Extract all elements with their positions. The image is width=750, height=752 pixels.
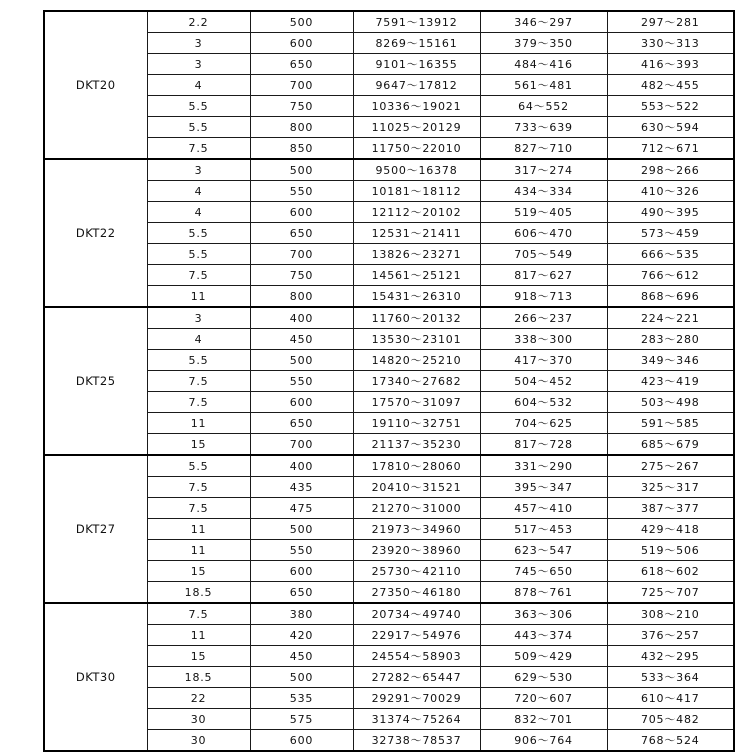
- pressure-a-cell: 745～650: [480, 561, 607, 582]
- pressure-a-cell: 878～761: [480, 582, 607, 604]
- model-cell: DKT27: [44, 455, 147, 603]
- table-row: [44, 307, 734, 329]
- speed-cell: 450: [250, 329, 353, 350]
- power-cell: 30: [147, 709, 250, 730]
- speed-cell: 650: [250, 223, 353, 244]
- pressure-b-cell: 283～280: [607, 329, 734, 350]
- speed-cell: 600: [250, 730, 353, 752]
- speed-cell: 400: [250, 307, 353, 329]
- pressure-b-cell: 685～679: [607, 434, 734, 456]
- model-cell: DKT30: [44, 603, 147, 751]
- airflow-cell: 11750～22010: [353, 138, 480, 160]
- speed-cell: 550: [250, 371, 353, 392]
- pressure-b-cell: 712～671: [607, 138, 734, 160]
- power-cell: 11: [147, 286, 250, 308]
- pressure-b-cell: 630～594: [607, 117, 734, 138]
- pressure-b-cell: 503～498: [607, 392, 734, 413]
- speed-cell: 700: [250, 244, 353, 265]
- pressure-a-cell: 704～625: [480, 413, 607, 434]
- model-cell: DKT22: [44, 159, 147, 307]
- pressure-a-cell: 832～701: [480, 709, 607, 730]
- pressure-a-cell: 519～405: [480, 202, 607, 223]
- airflow-cell: 32738～78537: [353, 730, 480, 752]
- power-cell: 15: [147, 434, 250, 456]
- table-row: [44, 498, 734, 519]
- power-cell: 22: [147, 688, 250, 709]
- speed-cell: 600: [250, 33, 353, 54]
- table-row: [44, 603, 734, 625]
- power-cell: 4: [147, 202, 250, 223]
- power-cell: 2.2: [147, 11, 250, 33]
- pressure-a-cell: 604～532: [480, 392, 607, 413]
- speed-cell: 750: [250, 265, 353, 286]
- speed-cell: 600: [250, 392, 353, 413]
- pressure-b-cell: 519～506: [607, 540, 734, 561]
- pressure-a-cell: 918～713: [480, 286, 607, 308]
- airflow-cell: 15431～26310: [353, 286, 480, 308]
- airflow-cell: 14820～25210: [353, 350, 480, 371]
- table-row: [44, 286, 734, 308]
- pressure-a-cell: 817～627: [480, 265, 607, 286]
- pressure-a-cell: 629～530: [480, 667, 607, 688]
- pressure-b-cell: 325～317: [607, 477, 734, 498]
- speed-cell: 500: [250, 350, 353, 371]
- power-cell: 30: [147, 730, 250, 752]
- pressure-a-cell: 395～347: [480, 477, 607, 498]
- pressure-b-cell: 610～417: [607, 688, 734, 709]
- table-row: [44, 138, 734, 160]
- power-cell: 5.5: [147, 96, 250, 117]
- pressure-b-cell: 705～482: [607, 709, 734, 730]
- power-cell: 11: [147, 413, 250, 434]
- pressure-a-cell: 363～306: [480, 603, 607, 625]
- pressure-b-cell: 416～393: [607, 54, 734, 75]
- pressure-b-cell: 429～418: [607, 519, 734, 540]
- pressure-a-cell: 317～274: [480, 159, 607, 181]
- speed-cell: 850: [250, 138, 353, 160]
- pressure-a-cell: 379～350: [480, 33, 607, 54]
- pressure-a-cell: 266～237: [480, 307, 607, 329]
- table-row: [44, 181, 734, 202]
- pressure-a-cell: 509～429: [480, 646, 607, 667]
- speed-cell: 600: [250, 202, 353, 223]
- speed-cell: 535: [250, 688, 353, 709]
- table-row: [44, 477, 734, 498]
- airflow-cell: 14561～25121: [353, 265, 480, 286]
- table-row: [44, 455, 734, 477]
- fan-spec-table: [43, 10, 735, 752]
- table-row: [44, 117, 734, 138]
- power-cell: 15: [147, 561, 250, 582]
- power-cell: 7.5: [147, 477, 250, 498]
- airflow-cell: 17810～28060: [353, 455, 480, 477]
- airflow-cell: 22917～54976: [353, 625, 480, 646]
- pressure-b-cell: 573～459: [607, 223, 734, 244]
- pressure-b-cell: 224～221: [607, 307, 734, 329]
- pressure-b-cell: 330～313: [607, 33, 734, 54]
- airflow-cell: 25730～42110: [353, 561, 480, 582]
- power-cell: 4: [147, 75, 250, 96]
- pressure-a-cell: 561～481: [480, 75, 607, 96]
- model-cell: DKT25: [44, 307, 147, 455]
- table-row: [44, 561, 734, 582]
- speed-cell: 575: [250, 709, 353, 730]
- airflow-cell: 21973～34960: [353, 519, 480, 540]
- pressure-b-cell: 298～266: [607, 159, 734, 181]
- power-cell: 4: [147, 181, 250, 202]
- airflow-cell: 29291～70029: [353, 688, 480, 709]
- table-row: [44, 33, 734, 54]
- power-cell: 7.5: [147, 371, 250, 392]
- speed-cell: 550: [250, 540, 353, 561]
- pressure-a-cell: 346～297: [480, 11, 607, 33]
- pressure-a-cell: 705～549: [480, 244, 607, 265]
- pressure-b-cell: 553～522: [607, 96, 734, 117]
- airflow-cell: 9500～16378: [353, 159, 480, 181]
- table-row: [44, 625, 734, 646]
- power-cell: 5.5: [147, 117, 250, 138]
- table-row: [44, 709, 734, 730]
- airflow-cell: 21137～35230: [353, 434, 480, 456]
- speed-cell: 700: [250, 75, 353, 96]
- power-cell: 5.5: [147, 455, 250, 477]
- table-row: [44, 96, 734, 117]
- airflow-cell: 17340～27682: [353, 371, 480, 392]
- spec-table-body: [44, 11, 734, 751]
- pressure-b-cell: 666～535: [607, 244, 734, 265]
- model-cell: DKT20: [44, 11, 147, 159]
- table-row: [44, 646, 734, 667]
- power-cell: 18.5: [147, 667, 250, 688]
- table-row: [44, 392, 734, 413]
- speed-cell: 750: [250, 96, 353, 117]
- power-cell: 3: [147, 307, 250, 329]
- speed-cell: 450: [250, 646, 353, 667]
- pressure-b-cell: 591～585: [607, 413, 734, 434]
- speed-cell: 500: [250, 11, 353, 33]
- speed-cell: 475: [250, 498, 353, 519]
- table-row: [44, 413, 734, 434]
- table-row: [44, 688, 734, 709]
- pressure-b-cell: 275～267: [607, 455, 734, 477]
- pressure-a-cell: 817～728: [480, 434, 607, 456]
- speed-cell: 380: [250, 603, 353, 625]
- airflow-cell: 20410～31521: [353, 477, 480, 498]
- pressure-b-cell: 349～346: [607, 350, 734, 371]
- speed-cell: 650: [250, 54, 353, 75]
- airflow-cell: 13530～23101: [353, 329, 480, 350]
- pressure-b-cell: 387～377: [607, 498, 734, 519]
- airflow-cell: 23920～38960: [353, 540, 480, 561]
- power-cell: 7.5: [147, 498, 250, 519]
- speed-cell: 800: [250, 286, 353, 308]
- pressure-b-cell: 725～707: [607, 582, 734, 604]
- pressure-a-cell: 504～452: [480, 371, 607, 392]
- pressure-b-cell: 868～696: [607, 286, 734, 308]
- pressure-a-cell: 720～607: [480, 688, 607, 709]
- table-row: [44, 730, 734, 752]
- airflow-cell: 19110～32751: [353, 413, 480, 434]
- pressure-b-cell: 432～295: [607, 646, 734, 667]
- table-row: [44, 265, 734, 286]
- pressure-b-cell: 423～419: [607, 371, 734, 392]
- table-row: [44, 11, 734, 33]
- pressure-b-cell: 768～524: [607, 730, 734, 752]
- pressure-a-cell: 623～547: [480, 540, 607, 561]
- airflow-cell: 21270～31000: [353, 498, 480, 519]
- power-cell: 3: [147, 159, 250, 181]
- table-row: [44, 519, 734, 540]
- pressure-a-cell: 457～410: [480, 498, 607, 519]
- power-cell: 11: [147, 625, 250, 646]
- power-cell: 4: [147, 329, 250, 350]
- power-cell: 5.5: [147, 244, 250, 265]
- table-row: [44, 434, 734, 456]
- speed-cell: 650: [250, 413, 353, 434]
- airflow-cell: 12112～20102: [353, 202, 480, 223]
- power-cell: 7.5: [147, 138, 250, 160]
- power-cell: 7.5: [147, 265, 250, 286]
- speed-cell: 500: [250, 519, 353, 540]
- pressure-a-cell: 338～300: [480, 329, 607, 350]
- airflow-cell: 20734～49740: [353, 603, 480, 625]
- airflow-cell: 10181～18112: [353, 181, 480, 202]
- pressure-a-cell: 906～764: [480, 730, 607, 752]
- power-cell: 3: [147, 54, 250, 75]
- pressure-a-cell: 484～416: [480, 54, 607, 75]
- pressure-b-cell: 308～210: [607, 603, 734, 625]
- airflow-cell: 11025～20129: [353, 117, 480, 138]
- pressure-a-cell: 443～374: [480, 625, 607, 646]
- table-row: [44, 159, 734, 181]
- power-cell: 5.5: [147, 223, 250, 244]
- table-row: [44, 371, 734, 392]
- speed-cell: 435: [250, 477, 353, 498]
- pressure-a-cell: 434～334: [480, 181, 607, 202]
- airflow-cell: 31374～75264: [353, 709, 480, 730]
- speed-cell: 600: [250, 561, 353, 582]
- airflow-cell: 10336～19021: [353, 96, 480, 117]
- table-row: [44, 350, 734, 371]
- pressure-a-cell: 517～453: [480, 519, 607, 540]
- pressure-b-cell: 482～455: [607, 75, 734, 96]
- pressure-b-cell: 490～395: [607, 202, 734, 223]
- power-cell: 11: [147, 519, 250, 540]
- speed-cell: 700: [250, 434, 353, 456]
- power-cell: 7.5: [147, 392, 250, 413]
- table-row: [44, 223, 734, 244]
- power-cell: 15: [147, 646, 250, 667]
- airflow-cell: 17570～31097: [353, 392, 480, 413]
- airflow-cell: 11760～20132: [353, 307, 480, 329]
- pressure-b-cell: 618～602: [607, 561, 734, 582]
- pressure-a-cell: 827～710: [480, 138, 607, 160]
- pressure-b-cell: 533～364: [607, 667, 734, 688]
- airflow-cell: 7591～13912: [353, 11, 480, 33]
- airflow-cell: 27282～65447: [353, 667, 480, 688]
- pressure-b-cell: 410～326: [607, 181, 734, 202]
- airflow-cell: 24554～58903: [353, 646, 480, 667]
- power-cell: 3: [147, 33, 250, 54]
- power-cell: 7.5: [147, 603, 250, 625]
- table-row: [44, 75, 734, 96]
- pressure-a-cell: 64～552: [480, 96, 607, 117]
- speed-cell: 500: [250, 667, 353, 688]
- speed-cell: 800: [250, 117, 353, 138]
- table-row: [44, 202, 734, 223]
- pressure-a-cell: 417～370: [480, 350, 607, 371]
- airflow-cell: 13826～23271: [353, 244, 480, 265]
- speed-cell: 420: [250, 625, 353, 646]
- pressure-a-cell: 331～290: [480, 455, 607, 477]
- airflow-cell: 8269～15161: [353, 33, 480, 54]
- table-row: [44, 667, 734, 688]
- table-row: [44, 244, 734, 265]
- power-cell: 5.5: [147, 350, 250, 371]
- pressure-b-cell: 297～281: [607, 11, 734, 33]
- power-cell: 18.5: [147, 582, 250, 604]
- speed-cell: 550: [250, 181, 353, 202]
- pressure-b-cell: 766～612: [607, 265, 734, 286]
- power-cell: 11: [147, 540, 250, 561]
- airflow-cell: 9647～17812: [353, 75, 480, 96]
- table-row: [44, 540, 734, 561]
- pressure-a-cell: 606～470: [480, 223, 607, 244]
- speed-cell: 400: [250, 455, 353, 477]
- table-row: [44, 54, 734, 75]
- table-row: [44, 329, 734, 350]
- speed-cell: 500: [250, 159, 353, 181]
- pressure-b-cell: 376～257: [607, 625, 734, 646]
- airflow-cell: 12531～21411: [353, 223, 480, 244]
- airflow-cell: 9101～16355: [353, 54, 480, 75]
- pressure-a-cell: 733～639: [480, 117, 607, 138]
- airflow-cell: 27350～46180: [353, 582, 480, 604]
- speed-cell: 650: [250, 582, 353, 604]
- table-row: [44, 582, 734, 604]
